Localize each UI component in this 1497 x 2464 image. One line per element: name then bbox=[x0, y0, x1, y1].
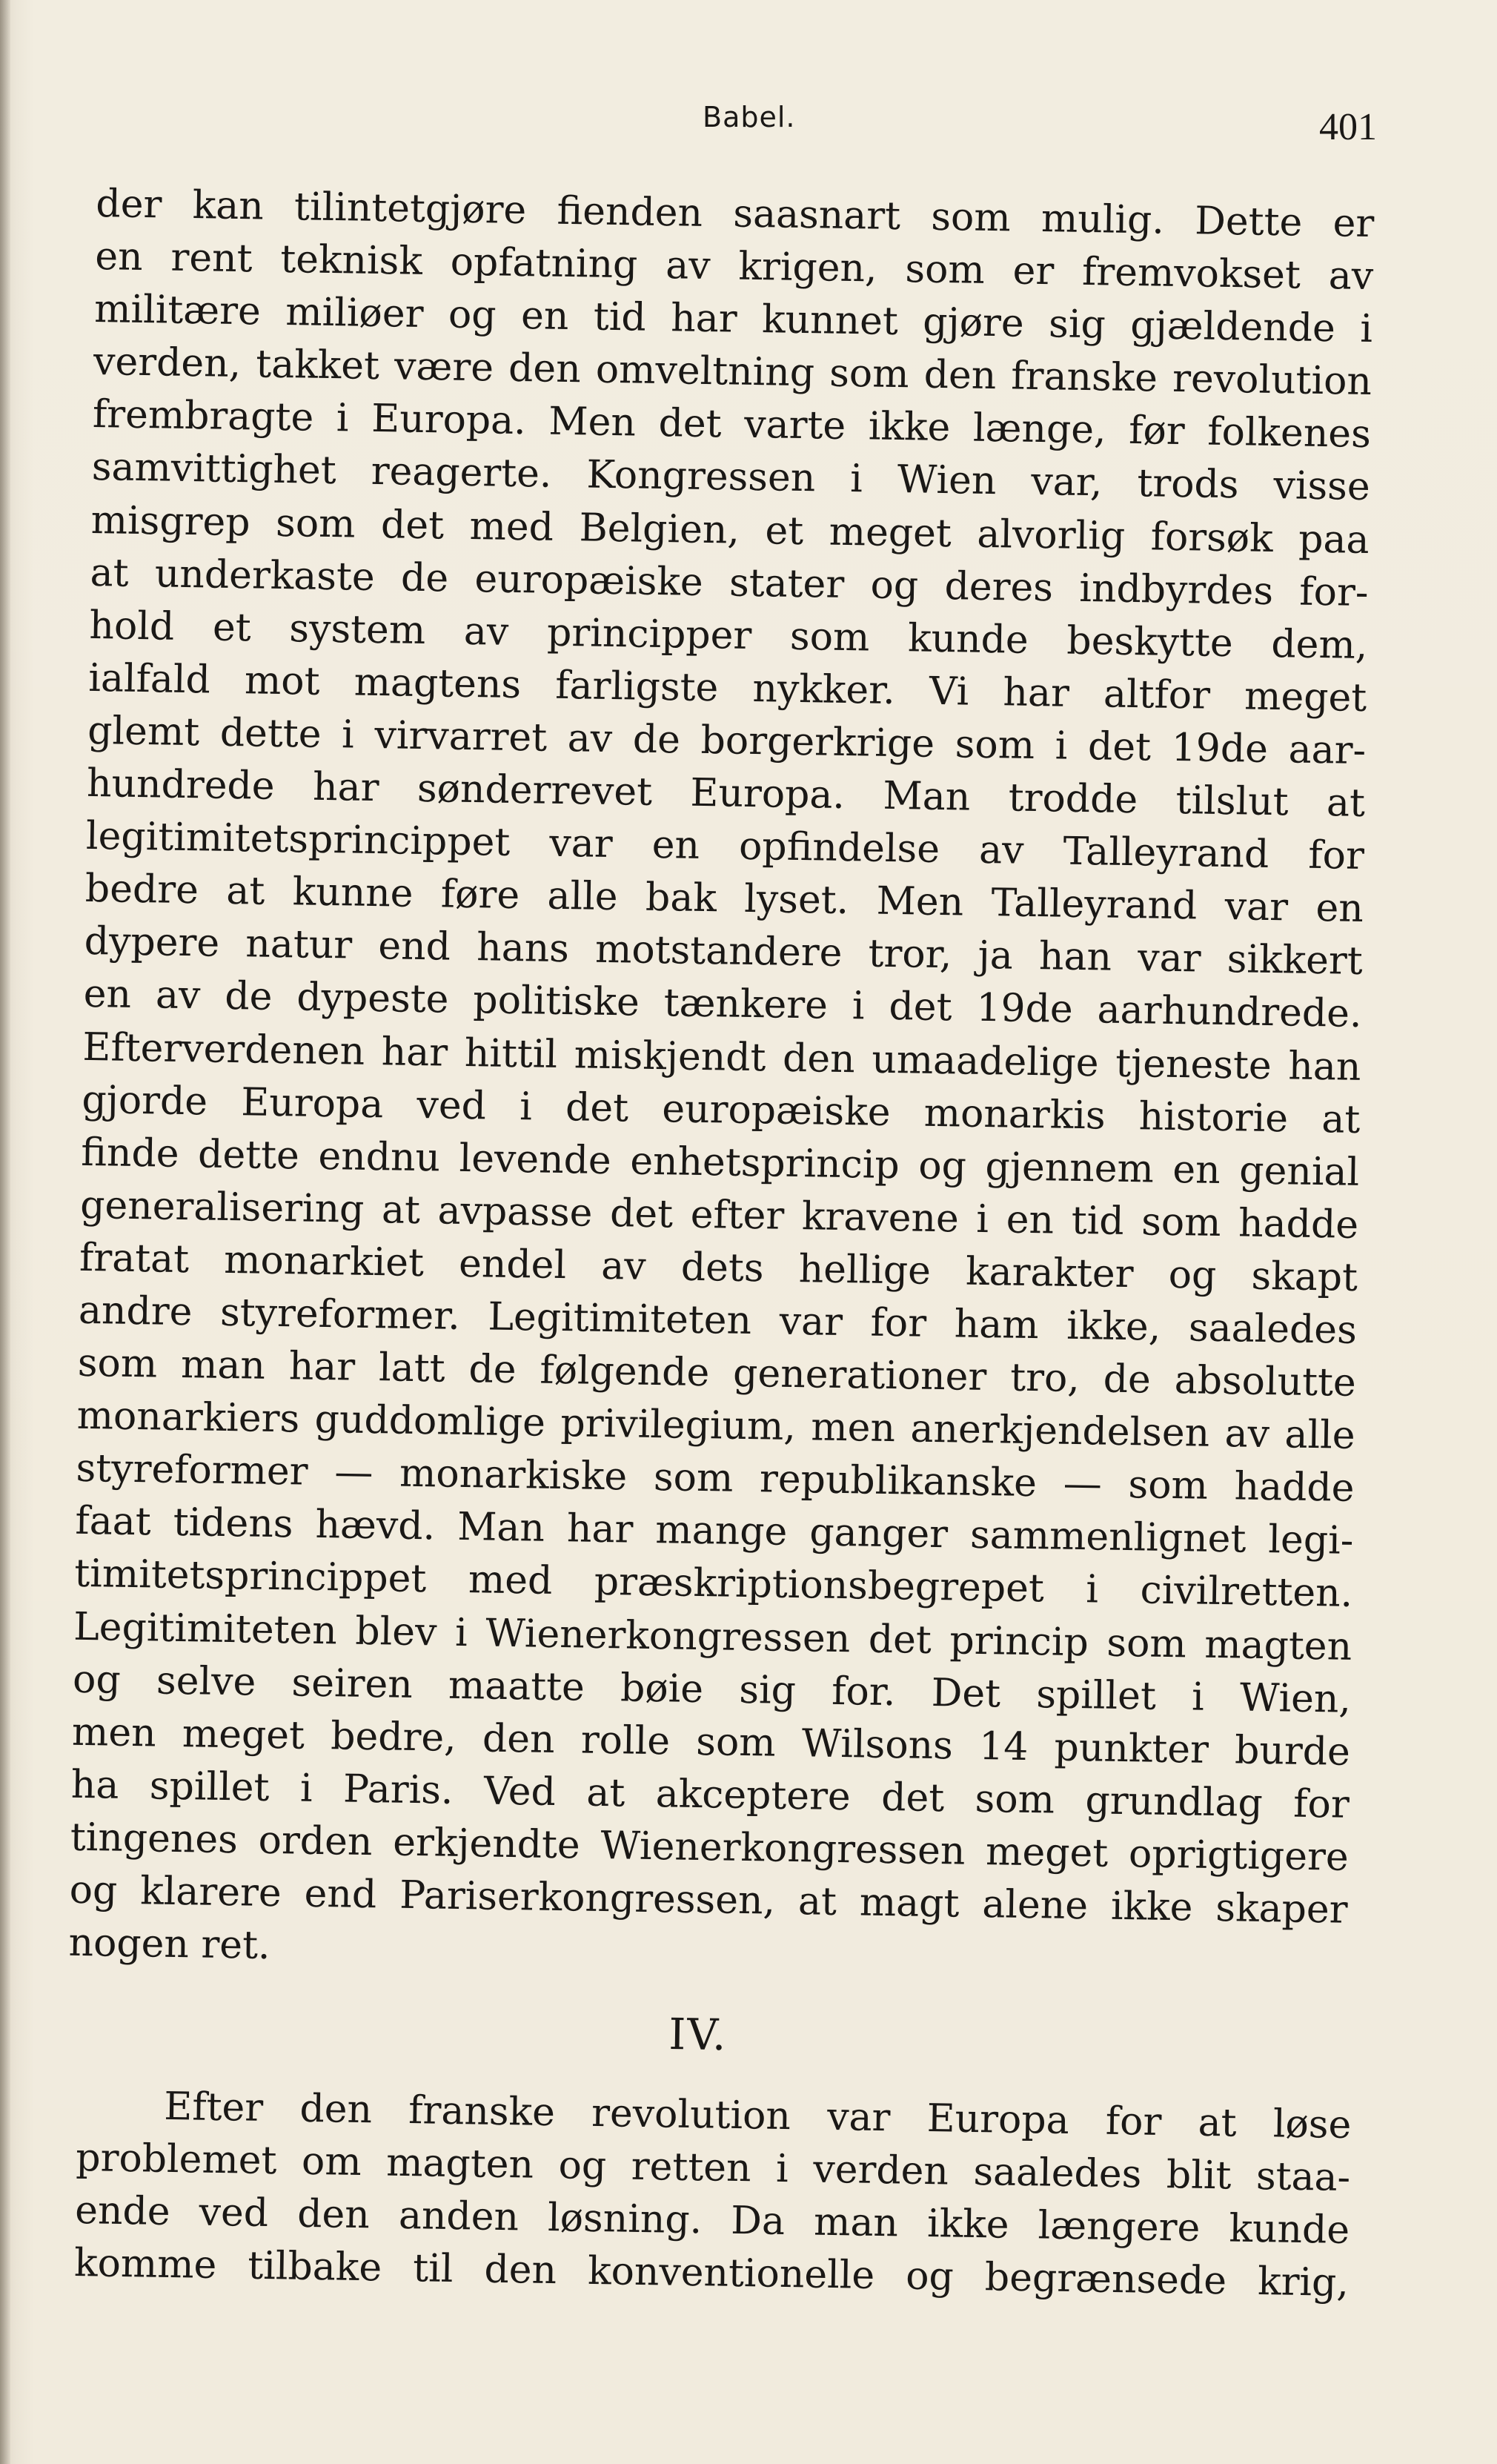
text-line: bedre at kunne føre alle bak lyset. Men Talleyrand var en bbox=[84, 867, 1364, 932]
text-line: hundrede har sønderrevet Europa. Man trodde tilslut at bbox=[86, 761, 1366, 827]
text-line: som man har latt de følgende generationer tro, de absolutte bbox=[77, 1340, 1357, 1405]
text-line: samvittighet reagerte. Kongressen i Wien var, trods visse bbox=[91, 445, 1371, 510]
text-line: monarkiers guddomlige privilegium, men anerkjendelsen av alle bbox=[76, 1393, 1356, 1459]
text-line: styreformer — monarkiske som republikanske — som hadde bbox=[76, 1446, 1355, 1511]
text-line: timitetsprincippet med præskriptionsbegrepet i civilretten. bbox=[73, 1551, 1353, 1617]
text-line: og selve seiren maatte bøie sig for. Det spillet i Wien, bbox=[72, 1657, 1352, 1722]
page-number: 401 bbox=[1319, 106, 1377, 148]
text-line: fratat monarkiet endel av dets hellige karakter og skapt bbox=[79, 1235, 1358, 1300]
text-line: og klarere end Pariserkongressen, at magt alene ikke skaper bbox=[69, 1867, 1348, 1933]
text-line: hold et system av principper som kunde beskytte dem, bbox=[89, 603, 1368, 668]
text-line: finde dette endnu levende enhetsprincip og gjennem en genial bbox=[80, 1130, 1360, 1195]
text-line: men meget bedre, den rolle som Wilsons 14 punkter burde bbox=[71, 1709, 1351, 1775]
text-line: nogen ret. bbox=[68, 1920, 270, 1969]
text-line: komme tilbake til den konventionelle og begrænsede krig, bbox=[73, 2241, 1350, 2306]
text-line: der kan tilintetgjøre fienden saasnart som mulig. Dette er bbox=[95, 181, 1375, 247]
text-line: frembragte i Europa. Men det varte ikke længe, før folkenes bbox=[92, 392, 1372, 457]
text-line: legitimitetsprincippet var en opfindelse av Talleyrand for bbox=[85, 814, 1365, 879]
text-line: at underkaste de europæiske stater og deres indbyrdes for- bbox=[90, 550, 1369, 615]
text-line: gjorde Europa ved i det europæiske monarkis historie at bbox=[81, 1077, 1361, 1142]
text-line: en rent teknisk opfatning av krigen, som er fremvokset av bbox=[94, 234, 1374, 299]
text-line: ende ved den anden løsning. Da man ikke længere kunde bbox=[74, 2188, 1350, 2253]
text-line: tingenes orden erkjendte Wienerkongressen meget oprigtigere bbox=[70, 1815, 1350, 1880]
text-line: ha spillet i Paris. Ved at akceptere det som grundlag for bbox=[70, 1762, 1350, 1827]
text-line: problemet om magten og retten i verden saaledes blit staa- bbox=[75, 2136, 1351, 2201]
text-line: en av de dypeste politiske tænkere i det 19de aarhundrede. bbox=[83, 972, 1362, 1037]
paragraph-1 bbox=[68, 178, 1375, 1990]
text-line: Legitimiteten blev i Wienerkongressen det princip som magten bbox=[73, 1604, 1352, 1669]
paragraph-2 bbox=[74, 2079, 1352, 2310]
running-header: Babel. bbox=[703, 101, 796, 133]
text-line: andre styreformer. Legitimiteten var for ham ikke, saaledes bbox=[78, 1288, 1358, 1353]
text-line: misgrep som det med Belgien, et meget alvorlig forsøk paa bbox=[90, 497, 1370, 563]
text-line: militære miliøer og en tid har kunnet gjøre sig gjældende i bbox=[93, 287, 1373, 352]
text-line: dypere natur end hans motstandere tror, ja han var sikkert bbox=[84, 919, 1364, 984]
text-line: ialfald mot magtens farligste nykker. Vi har altfor meget bbox=[87, 655, 1367, 721]
section-heading: IV. bbox=[668, 2009, 728, 2061]
text-line: faat tidens hævd. Man har mange ganger sammenlignet legi- bbox=[75, 1499, 1354, 1564]
text-line: generalisering at avpasse det efter kravene i en tid som hadde bbox=[79, 1182, 1359, 1248]
text-line: verden, takket være den omveltning som den franske revolution bbox=[93, 340, 1372, 405]
text-line: Efter den franske revolution var Europa for at løse bbox=[163, 2084, 1352, 2148]
text-line: glemt dette i virvarret av de borgerkrige som i det 19de aar- bbox=[87, 708, 1367, 773]
text-line: Efterverdenen har hittil miskjendt den umaadelige tjeneste han bbox=[82, 1024, 1361, 1090]
